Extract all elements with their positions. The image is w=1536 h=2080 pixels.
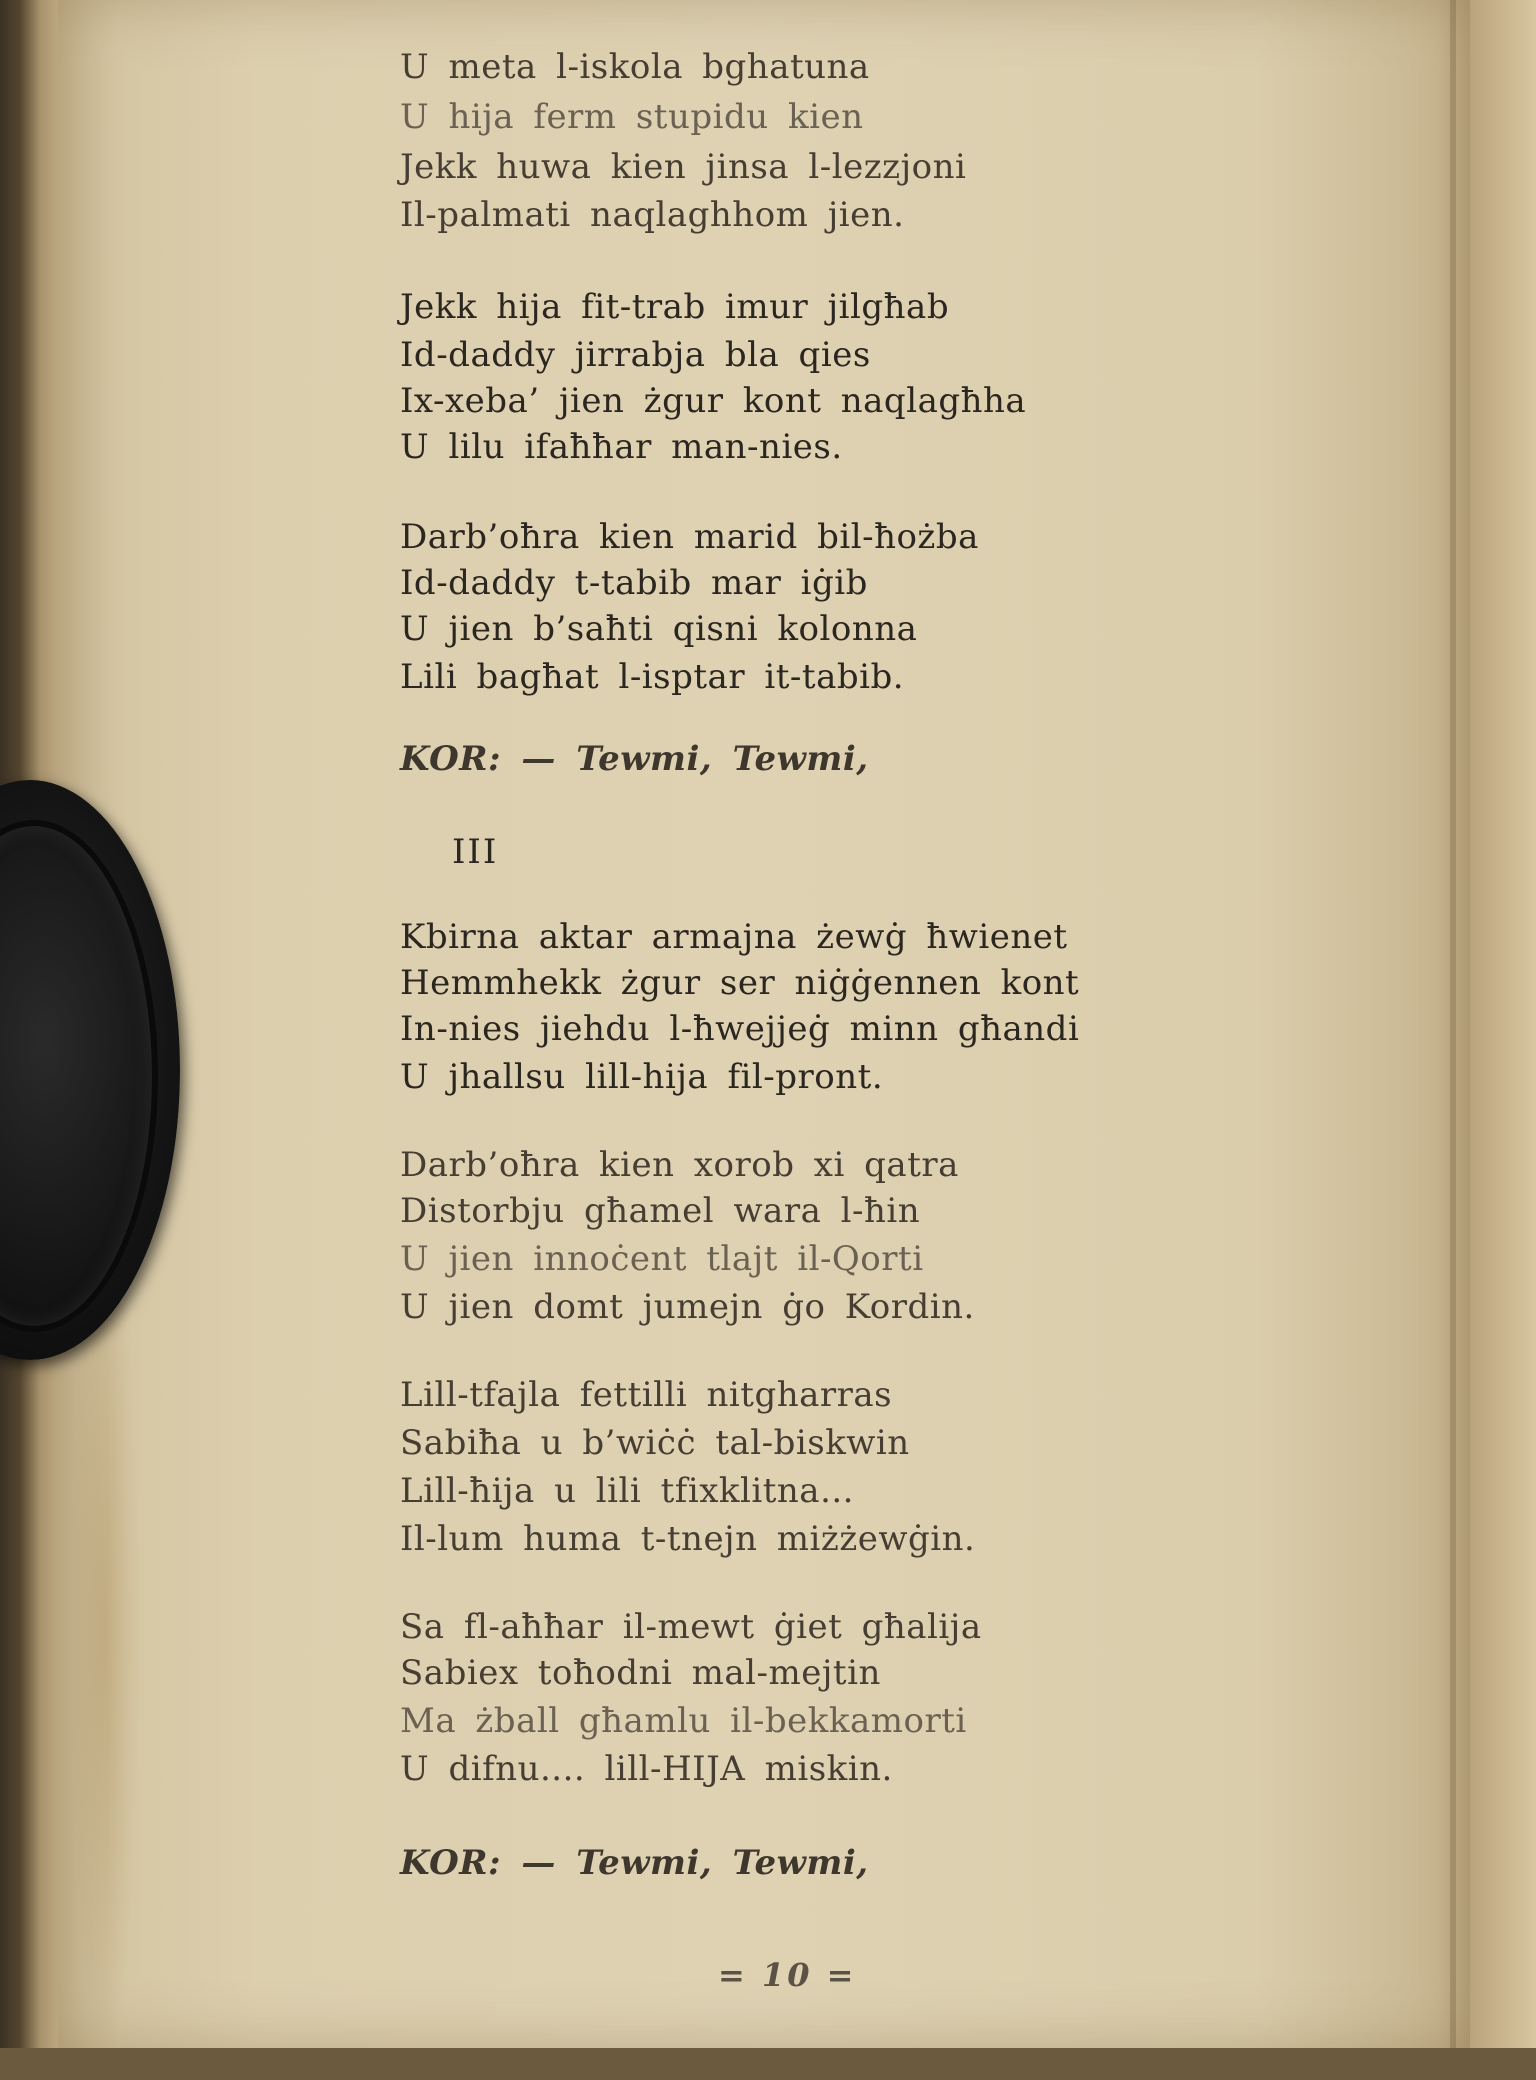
poem-line: Sabiħa u b’wiċċ tal-biskwin: [400, 1423, 910, 1463]
poem-line: Sa fl-aħħar il-mewt ġiet għalija: [400, 1607, 982, 1647]
section-number: III: [452, 832, 499, 872]
poem-line: U jien b’saħti qisni kolonna: [400, 609, 918, 649]
poem-line: Lili bagħat l-isptar it-tabib.: [400, 657, 905, 697]
poem-line: Lill-tfajla fettilli nitgharras: [400, 1375, 893, 1415]
page-number: = 10 =: [718, 1956, 857, 1994]
poem-line: U difnu.... lill-HIJA miskin.: [400, 1749, 893, 1789]
poem-line: Distorbju għamel wara l-ħin: [400, 1191, 921, 1231]
poem-line: Ma żball għamlu il-bekkamorti: [400, 1701, 967, 1741]
poem-line: U hija ferm stupidu kien: [400, 97, 864, 137]
poem-line: Darb’oħra kien xorob xi qatra: [400, 1145, 959, 1185]
poem-line: Il-lum huma t-tnejn miżżewġin.: [400, 1519, 976, 1559]
poem-line: Id-daddy t-tabib mar iġib: [400, 563, 868, 603]
poem-line: Lill-ħija u lili tfixklitna...: [400, 1471, 854, 1511]
page-fold-shadow: [1450, 0, 1456, 2048]
poem-line: U meta l-iskola bghatuna: [400, 47, 870, 87]
poem-line: Jekk hija fit-trab imur jilgħab: [400, 287, 950, 327]
poem-line: Id-daddy jirrabja bla qies: [400, 335, 871, 375]
poem-line: Jekk huwa kien jinsa l-lezzjoni: [400, 147, 967, 187]
poem-line: U lilu ifaħħar man-nies.: [400, 427, 843, 467]
poem-line: Il-palmati naqlaghhom jien.: [400, 195, 905, 235]
poem-line: U jhallsu lill-hija fil-pront.: [400, 1057, 884, 1097]
chorus-line: KOR: — Tewmi, Tewmi,: [400, 1843, 869, 1883]
poem-line: Kbirna aktar armajna żewġ ħwienet: [400, 917, 1068, 957]
poem-line: Ix-xeba’ jien żgur kont naqlagħha: [400, 381, 1027, 421]
poem-line: Hemmhekk żgur ser niġġennen kont: [400, 963, 1080, 1003]
chorus-line: KOR: — Tewmi, Tewmi,: [400, 739, 869, 779]
poem-line: U jien innoċent tlajt il-Qorti: [400, 1239, 924, 1279]
poem-line: U jien domt jumejn ġo Kordin.: [400, 1287, 975, 1327]
poem-line: Sabiex toħodni mal-mejtin: [400, 1653, 881, 1693]
poem-line: In-nies jiehdu l-ħwejjeġ minn għandi: [400, 1009, 1080, 1049]
poem-line: Darb’oħra kien marid bil-ħożba: [400, 517, 979, 557]
